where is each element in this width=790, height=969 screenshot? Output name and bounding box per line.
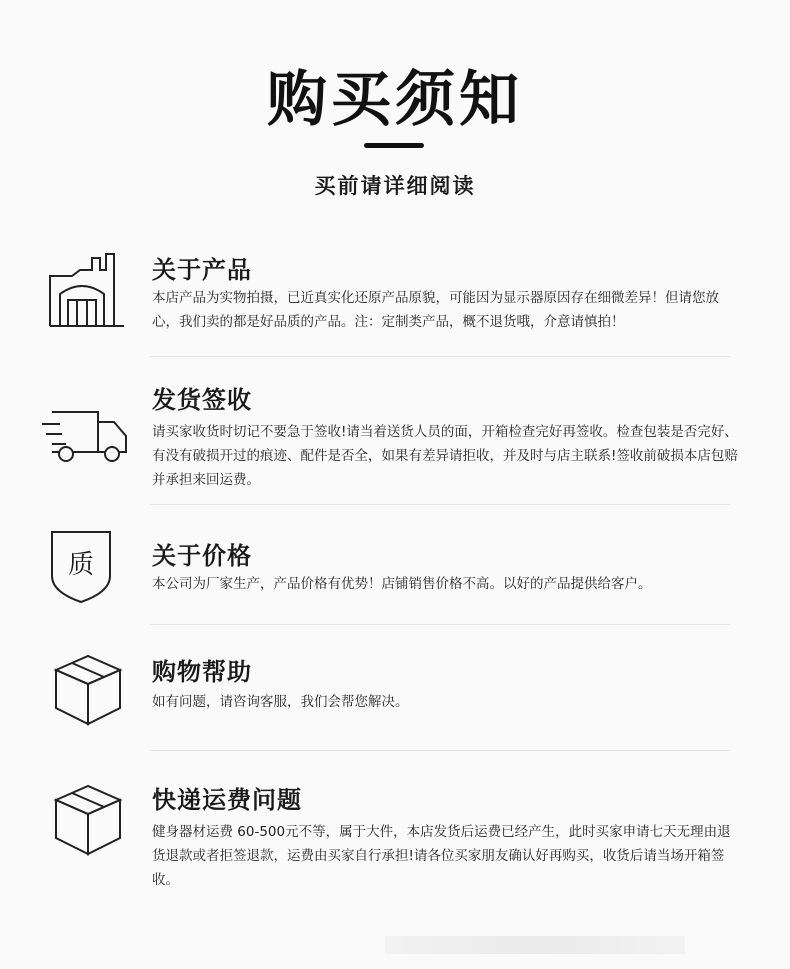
package-icon [42,776,132,866]
page-title: 购买须知 [267,65,523,135]
divider [150,624,730,625]
title-rule [364,143,420,148]
section-body-shipping: 健身器材运费 60-500元不等，属于大件，本店发货后运费已经产生，此时买家申请七天无理由退货退款或者拒签退款，运费由买家自行承担!请各位买家朋友确认好再购买，收货后请当场开箱签收。 [152,824,731,888]
divider [150,504,730,505]
quality-character: 质 [67,550,94,580]
watermark [385,936,685,954]
section-title-product: 关于产品 [152,256,252,284]
section-title-help: 购物帮助 [152,658,252,686]
section-body-product: 本店产品为实物拍摄，已近真实化还原产品原貌，可能因为显示器原因存在细微差异！但请您放心，我们卖的都是好品质的产品。注：定制类产品，概不退货哦，介意请慎拍！ [152,290,719,330]
quality-shield-icon [42,526,132,616]
truck-icon [42,404,132,494]
section-body-price: 本公司为厂家生产，产品价格有优势！店铺销售价格不高。以好的产品提供给客户。 [152,576,652,592]
box-icon [42,646,132,736]
section-title-shipping: 快递运费问题 [152,786,302,814]
section-body-delivery: 请买家收货时切记不要急于签收!请当着送货人员的面，开箱检查完好再签收。检查包装是否完好、有没有破损开过的痕迹、配件是否全，如果有差异请拒收，并及时与店主联系!签收前破损本店包赔并承担来回运费。 [152,424,738,488]
factory-icon [42,248,132,338]
section-title-price: 关于价格 [152,542,252,570]
divider [150,750,730,751]
section-body-help: 如有问题，请咨询客服，我们会帮您解决。 [152,694,409,710]
divider [150,356,730,357]
title-rule-dot [416,143,424,148]
page-subtitle: 买前请详细阅读 [314,174,476,198]
section-title-delivery: 发货签收 [152,386,252,414]
